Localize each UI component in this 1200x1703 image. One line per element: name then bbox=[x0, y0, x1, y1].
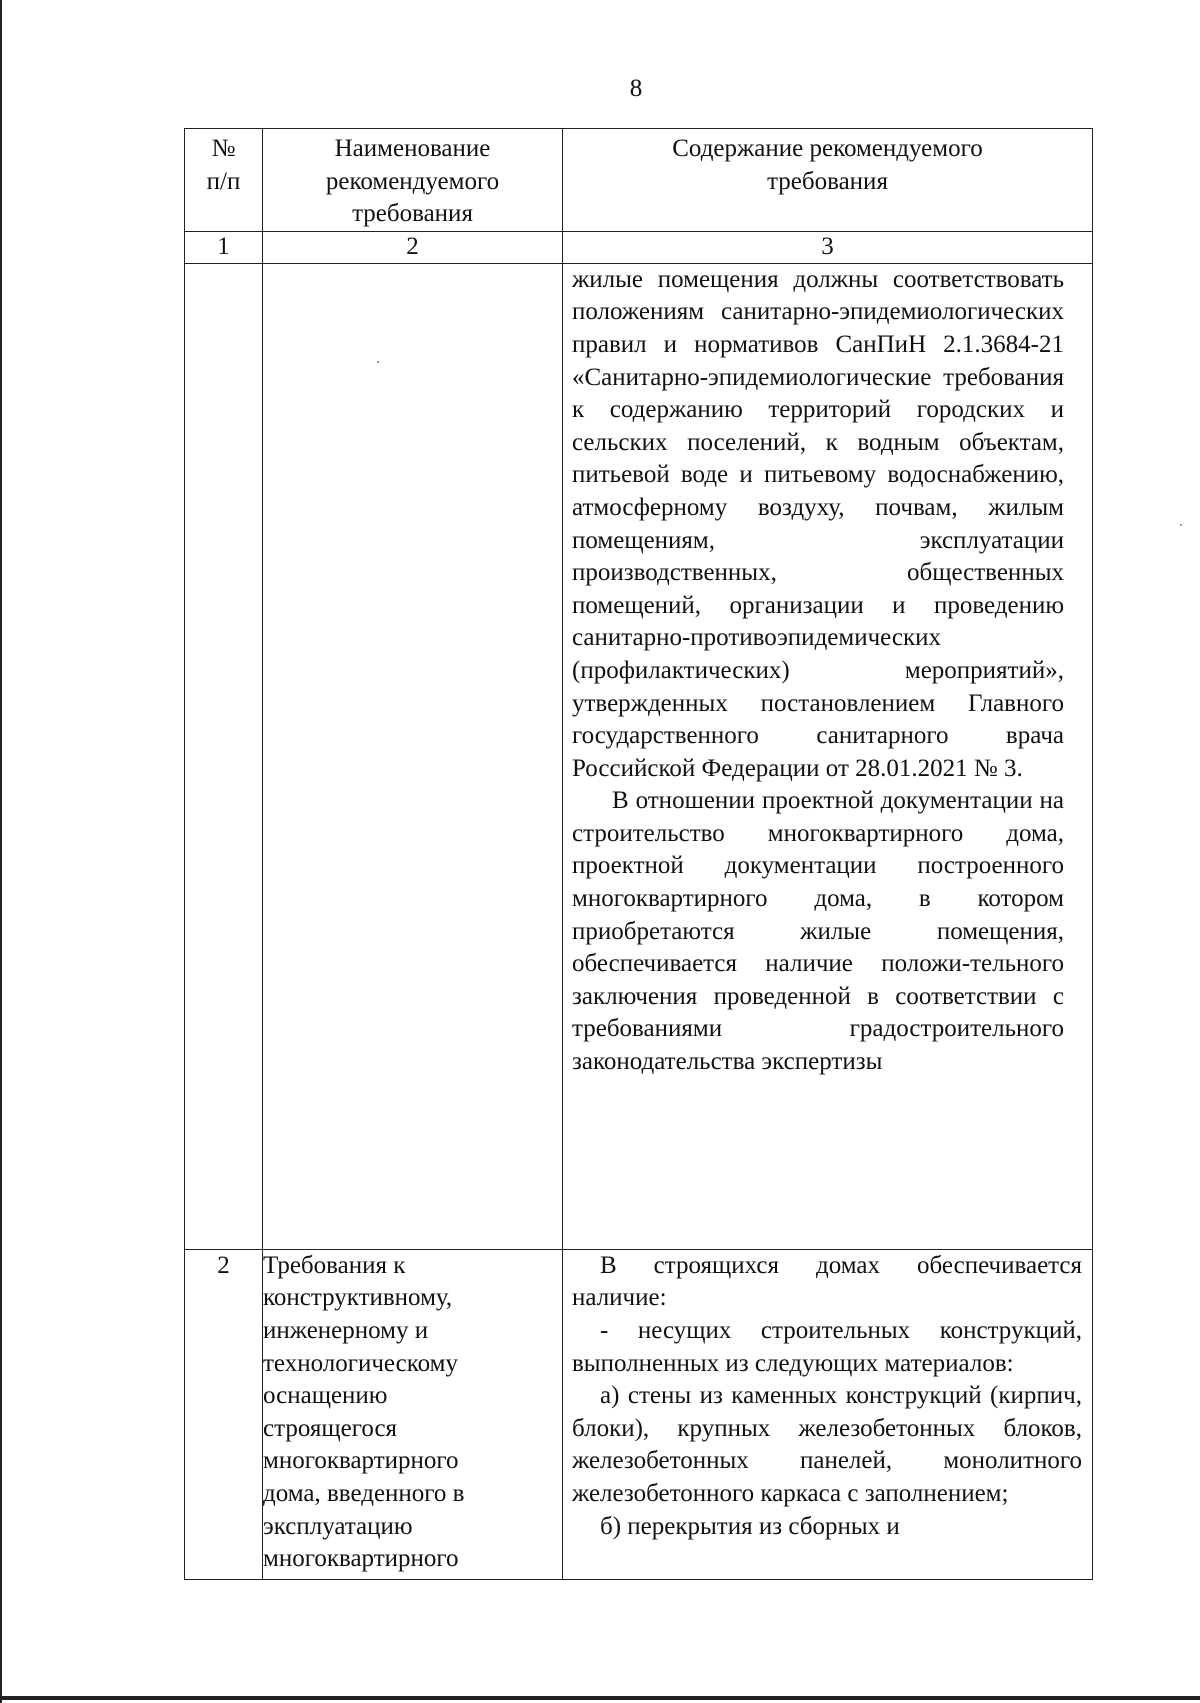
requirement-name-line: эксплуатацию bbox=[263, 1512, 413, 1540]
column-number: 2 bbox=[263, 231, 563, 263]
header-number: № п/п bbox=[185, 129, 263, 232]
content-paragraph: В отношении проектной документации на строительство многоквартирного дома, проектной документации построенного многоквартирного дома, в котором приобретаются жилые помещения, обеспечивается наличие положи-тельного заключения проведенной в соответствии с требованиями градостроительного законодательства экспертизы bbox=[572, 787, 1064, 1076]
content-paragraph: б) перекрытия из сборных и bbox=[600, 1512, 900, 1540]
column-number: 3 bbox=[563, 231, 1093, 263]
table-row bbox=[185, 1249, 1093, 1579]
page-number: 8 bbox=[629, 75, 643, 102]
content-paragraph: жилые помещения должны соответствовать положениям санитарно-эпидемиологических правил и нормативов СанПиН 2.1.3684-21 «Санитарно-эпидемиологические требования к содержанию территорий городских и сельских поселений, к водным объектам, питьевой воде и питьевому водоснабжению, атмосферному воздуху, почвам, жилым помещениям, эксплуатации производственных, общественных помещений, организации и проведению санитарно-противоэпидемических (профилактических) мероприятий», утвержденных постановлением Главного государственного санитарного врача Российской Федерации от 28.01.2021 № 3. bbox=[572, 265, 1064, 782]
column-number: 1 bbox=[185, 231, 263, 263]
table-header-row bbox=[185, 129, 1093, 232]
scan-edge-bottom bbox=[0, 1696, 1200, 1700]
requirements-table bbox=[184, 128, 1093, 1580]
content-paragraph: В строящихся домах обеспечивается наличие: bbox=[572, 1251, 1082, 1312]
scan-speck bbox=[1180, 524, 1182, 526]
row-number bbox=[185, 263, 263, 1249]
requirement-content bbox=[563, 263, 1093, 1249]
content-paragraph: - несущих строительных конструкций, выполненных из следующих материалов: bbox=[572, 1316, 1082, 1377]
requirement-name-line: Требования к bbox=[263, 1251, 406, 1279]
content-paragraph: а) стены из каменных конструкций (кирпич, блоки), крупных железобетонных блоков, железобетонных панелей, монолитного железобетонного каркаса с заполнением; bbox=[572, 1382, 1082, 1507]
requirement-name-line: строящегося bbox=[263, 1414, 398, 1442]
header-requirement-content: Содержание рекомендуемого требования bbox=[563, 129, 1093, 232]
requirement-name-line: дома, введенного в bbox=[263, 1479, 465, 1507]
table-row bbox=[185, 263, 1093, 1249]
requirement-name-line: конструктивному, bbox=[263, 1284, 453, 1312]
requirement-name-line: многоквартирного bbox=[263, 1447, 459, 1475]
requirement-name-line: оснащению bbox=[263, 1382, 388, 1410]
requirement-name bbox=[263, 263, 563, 1249]
column-numbers-row bbox=[185, 231, 1093, 263]
requirement-name-line: инженерному и bbox=[263, 1316, 429, 1344]
header-requirement-name: Наименование рекомендуемого требования bbox=[263, 129, 563, 232]
requirement-name bbox=[263, 1249, 563, 1579]
row-number: 2 bbox=[185, 1249, 263, 1579]
requirement-name-line: технологическому bbox=[263, 1349, 458, 1377]
requirement-name-line: многоквартирного bbox=[263, 1545, 459, 1573]
scan-edge-left bbox=[0, 0, 2, 1703]
requirement-content bbox=[563, 1249, 1093, 1579]
